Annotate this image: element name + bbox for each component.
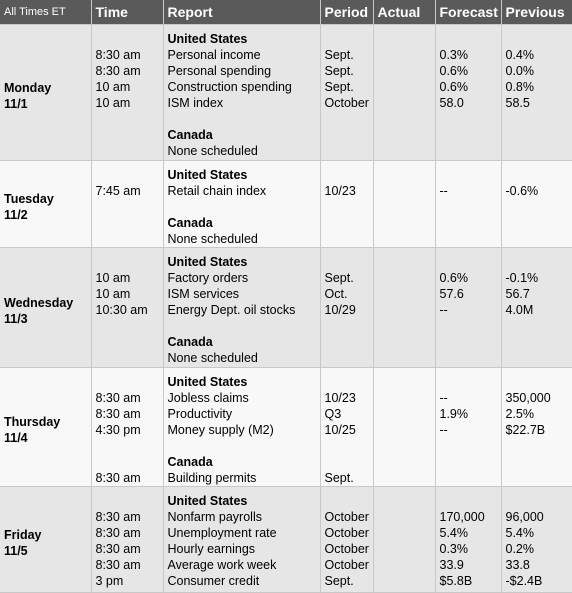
spacer	[96, 127, 159, 143]
value-report: Hourly earnings	[167, 542, 256, 556]
value-period: October	[324, 510, 369, 524]
spacer	[96, 31, 159, 47]
value-report: Retail chain index	[167, 184, 267, 198]
cell-period	[320, 248, 373, 368]
value-time	[96, 231, 159, 247]
spacer	[325, 318, 369, 334]
value-forecast: 33.9	[439, 558, 464, 572]
spacer	[506, 127, 568, 143]
header-actual: Actual	[373, 0, 435, 25]
spacer	[378, 254, 431, 270]
spacer	[325, 493, 369, 509]
day-name: Monday	[4, 80, 52, 95]
cell-previous	[501, 161, 572, 248]
day-label	[0, 25, 91, 161]
cell-forecast	[435, 248, 501, 368]
value-actual	[378, 270, 431, 286]
value-report: Average work week	[167, 558, 277, 572]
spacer	[440, 438, 497, 454]
spacer	[325, 111, 369, 127]
value-period: Sept.	[324, 48, 354, 62]
spacer	[325, 374, 369, 390]
day-name: Wednesday	[4, 295, 74, 310]
value-previous: 0.8%	[505, 80, 534, 94]
spacer	[96, 111, 159, 127]
spacer	[506, 493, 568, 509]
value-time: 8:30 am	[95, 391, 141, 405]
value-actual	[378, 541, 431, 557]
value-report: Productivity	[167, 407, 233, 421]
spacer	[378, 454, 431, 470]
day-row-tuesday	[0, 161, 572, 248]
value-forecast: 0.6%	[439, 271, 468, 285]
spacer	[506, 111, 568, 127]
header-forecast: Forecast	[435, 0, 501, 25]
cell-actual	[373, 368, 435, 487]
value-period: 10/25	[324, 423, 356, 437]
country-heading: Canada	[167, 128, 213, 142]
day-row-friday	[0, 487, 572, 593]
value-period: October	[324, 558, 369, 572]
value-previous: -0.6%	[505, 184, 539, 198]
value-forecast: 58.0	[439, 96, 464, 110]
spacer	[325, 127, 369, 143]
spacer	[96, 334, 159, 350]
spacer	[440, 454, 497, 470]
value-time: 8:30 am	[95, 48, 141, 62]
value-forecast	[440, 143, 497, 159]
value-time: 10 am	[95, 287, 131, 301]
cell-report	[163, 368, 320, 487]
cell-actual	[373, 25, 435, 161]
value-time: 10 am	[95, 80, 131, 94]
spacer	[440, 31, 497, 47]
spacer	[378, 438, 431, 454]
value-period	[325, 231, 369, 247]
cell-forecast	[435, 487, 501, 593]
value-time: 8:30 am	[95, 510, 141, 524]
value-time: 10 am	[95, 271, 131, 285]
country-heading: Canada	[167, 216, 213, 230]
spacer	[96, 374, 159, 390]
value-actual	[378, 509, 431, 525]
day-label	[0, 487, 91, 593]
value-actual	[378, 95, 431, 111]
value-period: Q3	[324, 407, 342, 421]
value-time: 4:30 pm	[95, 423, 141, 437]
spacer	[506, 318, 568, 334]
value-time: 10 am	[95, 96, 131, 110]
value-period: Sept.	[324, 471, 354, 485]
value-forecast: --	[439, 303, 448, 317]
spacer	[96, 454, 159, 470]
cell-report	[163, 487, 320, 593]
spacer	[378, 167, 431, 183]
value-actual	[378, 573, 431, 589]
value-period: Sept.	[324, 64, 354, 78]
value-previous: 58.5	[505, 96, 530, 110]
cell-time	[91, 161, 163, 248]
value-time	[96, 350, 159, 366]
value-actual	[378, 422, 431, 438]
header-row	[0, 0, 572, 25]
value-forecast: --	[439, 391, 448, 405]
value-actual	[378, 183, 431, 199]
spacer	[168, 438, 316, 454]
spacer	[378, 318, 431, 334]
spacer	[506, 374, 568, 390]
spacer	[325, 438, 369, 454]
spacer	[440, 318, 497, 334]
value-forecast: 0.3%	[439, 542, 468, 556]
cell-report	[163, 25, 320, 161]
value-period: Sept.	[324, 574, 354, 588]
cell-previous	[501, 487, 572, 593]
spacer	[96, 438, 159, 454]
value-report: Money supply (M2)	[167, 423, 274, 437]
day-name: Friday	[4, 527, 42, 542]
spacer	[378, 493, 431, 509]
cell-previous	[501, 368, 572, 487]
cell-forecast	[435, 368, 501, 487]
value-report: Energy Dept. oil stocks	[167, 303, 296, 317]
value-report: Personal income	[167, 48, 261, 62]
calendar-body	[0, 25, 572, 593]
day-name: Tuesday	[4, 192, 54, 206]
value-previous: 5.4%	[505, 526, 534, 540]
value-actual	[378, 390, 431, 406]
value-time: 8:30 am	[95, 526, 141, 540]
value-time: 8:30 am	[95, 471, 141, 485]
spacer	[506, 31, 568, 47]
value-forecast	[440, 231, 497, 247]
spacer	[325, 254, 369, 270]
value-report: ISM services	[167, 287, 240, 301]
cell-forecast	[435, 25, 501, 161]
day-label	[0, 248, 91, 368]
value-report: Building permits	[167, 471, 257, 485]
value-forecast: 0.6%	[439, 64, 468, 78]
spacer	[440, 111, 497, 127]
day-row-thursday	[0, 368, 572, 487]
spacer	[440, 374, 497, 390]
value-report: Construction spending	[167, 80, 292, 94]
value-period: Sept.	[324, 80, 354, 94]
spacer	[506, 215, 568, 231]
value-period	[325, 143, 369, 159]
value-previous: 2.5%	[505, 407, 534, 421]
spacer	[96, 493, 159, 509]
spacer	[378, 111, 431, 127]
value-previous: -$2.4B	[505, 574, 543, 588]
header-time: Time	[91, 0, 163, 25]
value-forecast: 0.3%	[439, 48, 468, 62]
value-actual	[378, 79, 431, 95]
value-forecast: 57.6	[439, 287, 464, 301]
spacer	[506, 199, 568, 215]
value-period: 10/23	[324, 184, 356, 198]
value-forecast: 170,000	[439, 510, 485, 524]
country-heading: United States	[167, 255, 248, 269]
spacer	[506, 454, 568, 470]
cell-actual	[373, 487, 435, 593]
value-actual	[378, 470, 431, 486]
country-heading: United States	[167, 168, 248, 182]
spacer	[378, 199, 431, 215]
value-report: Factory orders	[167, 271, 249, 285]
value-forecast	[440, 470, 497, 486]
spacer	[440, 493, 497, 509]
value-period: October	[324, 96, 369, 110]
cell-time	[91, 248, 163, 368]
cell-period	[320, 368, 373, 487]
value-time: 3 pm	[95, 574, 124, 588]
value-period: Sept.	[324, 271, 354, 285]
cell-report	[163, 161, 320, 248]
value-previous: 350,000	[505, 391, 551, 405]
spacer	[168, 199, 316, 215]
value-report: Consumer credit	[167, 574, 260, 588]
spacer	[325, 167, 369, 183]
spacer	[440, 334, 497, 350]
value-forecast: --	[439, 184, 448, 198]
value-report: None scheduled	[167, 144, 258, 158]
value-previous: 33.8	[505, 558, 530, 572]
cell-period	[320, 161, 373, 248]
country-heading: Canada	[167, 335, 213, 349]
value-previous	[506, 470, 568, 486]
cell-report	[163, 248, 320, 368]
value-time: 8:30 am	[95, 64, 141, 78]
value-time: 10:30 am	[95, 303, 148, 317]
header-previous: Previous	[501, 0, 572, 25]
day-name: Thursday	[4, 415, 61, 429]
spacer	[168, 111, 316, 127]
spacer	[96, 199, 159, 215]
value-period: October	[324, 526, 369, 540]
value-report: ISM index	[167, 96, 224, 110]
spacer	[96, 254, 159, 270]
cell-time	[91, 487, 163, 593]
value-previous: -0.1%	[505, 271, 539, 285]
value-actual	[378, 557, 431, 573]
spacer	[378, 215, 431, 231]
value-actual	[378, 231, 431, 247]
spacer	[96, 215, 159, 231]
spacer	[506, 438, 568, 454]
value-previous: $22.7B	[505, 423, 546, 437]
cell-time	[91, 368, 163, 487]
value-report: None scheduled	[167, 351, 258, 365]
value-time: 8:30 am	[95, 542, 141, 556]
day-row-monday	[0, 25, 572, 161]
day-date: 11/5	[4, 543, 28, 558]
spacer	[325, 31, 369, 47]
spacer	[440, 199, 497, 215]
day-date: 11/1	[4, 96, 28, 111]
cell-previous	[501, 248, 572, 368]
value-forecast: --	[439, 423, 448, 437]
spacer	[506, 254, 568, 270]
cell-period	[320, 487, 373, 593]
value-actual	[378, 350, 431, 366]
value-actual	[378, 47, 431, 63]
value-actual	[378, 302, 431, 318]
value-forecast: $5.8B	[439, 574, 473, 588]
day-label	[0, 161, 91, 248]
value-report: Jobless claims	[167, 391, 249, 405]
spacer	[440, 127, 497, 143]
spacer	[378, 127, 431, 143]
spacer	[325, 199, 369, 215]
value-previous	[506, 350, 568, 366]
spacer	[506, 167, 568, 183]
value-period: 10/29	[324, 303, 356, 317]
header-report: Report	[163, 0, 320, 25]
spacer	[378, 334, 431, 350]
country-heading: Canada	[167, 455, 213, 469]
country-heading: United States	[167, 494, 248, 508]
cell-actual	[373, 248, 435, 368]
cell-period	[320, 25, 373, 161]
spacer	[378, 374, 431, 390]
value-report: Nonfarm payrolls	[167, 510, 262, 524]
value-forecast: 5.4%	[439, 526, 468, 540]
spacer	[325, 334, 369, 350]
value-actual	[378, 63, 431, 79]
day-date: 11/4	[4, 431, 28, 445]
value-time: 7:45 am	[95, 184, 141, 198]
spacer	[96, 318, 159, 334]
spacer	[96, 167, 159, 183]
value-actual	[378, 143, 431, 159]
value-report: None scheduled	[167, 232, 258, 246]
spacer	[325, 454, 369, 470]
value-previous	[506, 231, 568, 247]
header-times-note: All Times ET	[0, 0, 91, 25]
value-forecast	[440, 350, 497, 366]
value-actual	[378, 406, 431, 422]
cell-forecast	[435, 161, 501, 248]
value-period: 10/23	[324, 391, 356, 405]
cell-actual	[373, 161, 435, 248]
value-forecast: 0.6%	[439, 80, 468, 94]
spacer	[440, 254, 497, 270]
spacer	[440, 215, 497, 231]
day-row-wednesday	[0, 248, 572, 368]
value-period: October	[324, 542, 369, 556]
value-time	[96, 143, 159, 159]
value-previous: 0.4%	[505, 48, 534, 62]
value-time: 8:30 am	[95, 558, 141, 572]
value-previous: 4.0M	[505, 303, 534, 317]
country-heading: United States	[167, 375, 248, 389]
spacer	[378, 31, 431, 47]
value-previous: 56.7	[505, 287, 530, 301]
value-actual	[378, 286, 431, 302]
value-previous: 0.2%	[505, 542, 534, 556]
spacer	[168, 318, 316, 334]
value-period	[325, 350, 369, 366]
cell-previous	[501, 25, 572, 161]
value-previous: 0.0%	[505, 64, 534, 78]
day-label	[0, 368, 91, 487]
spacer	[506, 334, 568, 350]
day-date: 11/2	[4, 208, 28, 222]
value-time: 8:30 am	[95, 407, 141, 421]
value-previous	[506, 143, 568, 159]
spacer	[440, 167, 497, 183]
value-report: Unemployment rate	[167, 526, 277, 540]
value-previous: 96,000	[505, 510, 544, 524]
value-forecast: 1.9%	[439, 407, 468, 421]
country-heading: United States	[167, 32, 248, 46]
cell-time	[91, 25, 163, 161]
value-period: Oct.	[324, 287, 348, 301]
day-date: 11/3	[4, 311, 28, 326]
header-period: Period	[320, 0, 373, 25]
value-report: Personal spending	[167, 64, 272, 78]
spacer	[325, 215, 369, 231]
value-actual	[378, 525, 431, 541]
